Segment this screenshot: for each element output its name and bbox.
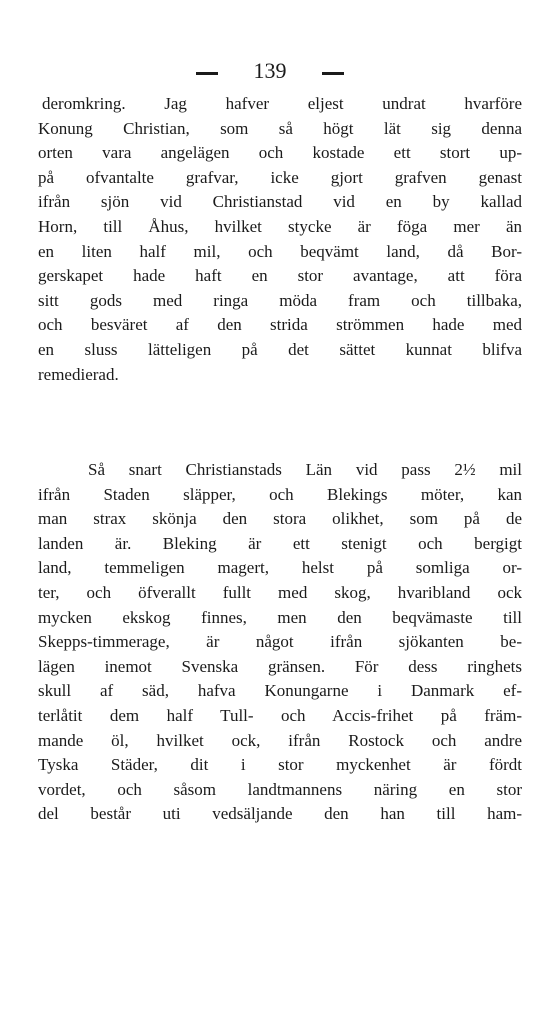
text-line: mande öl, hvilket ock, ifrån Rostock och andre <box>38 730 522 750</box>
text-line: ter, och öfverallt fullt med skog, hvaribland ock <box>38 582 522 602</box>
paragraph-1 <box>38 92 522 387</box>
text-line: landen är. Bleking är ett stenigt och bergigt <box>38 533 522 553</box>
text-line: Konung Christian, som så högt lät sig denna <box>38 118 522 138</box>
text-line: vordet, och såsom landtmannens näring en stor <box>38 779 522 799</box>
text-line: ifrån Staden släpper, och Blekings möter, kan <box>38 484 522 504</box>
text-line: man strax skönja den stora olikhet, som på de <box>38 509 522 529</box>
text-line: och besväret af den strida strömmen hade med <box>38 315 522 335</box>
text-line: del består uti vedsäljande den han till ham- <box>38 804 522 824</box>
text-line: remedierad. <box>38 364 119 384</box>
page-header <box>0 58 560 88</box>
text-line: gerskapet hade haft en stor avantage, att föra <box>38 266 522 286</box>
text-line: skull af säd, hafva Konungarne i Danmark ef- <box>38 681 522 701</box>
header-dash-right <box>322 72 344 75</box>
text-line: Tyska Städer, dit i stor myckenhet är fördt <box>38 755 522 775</box>
text-line: orten vara angelägen och kostade ett stort up- <box>38 143 522 163</box>
text-line: Horn, till Åhus, hvilket stycke är föga mer än <box>38 216 522 236</box>
text-line: mycken ekskog finnes, men den beqvämaste till <box>38 607 522 627</box>
text-line: på ofvantalte grafvar, icke gjort grafven genast <box>38 167 522 187</box>
text-line: Skepps-timmerage, är något ifrån sjökanten be- <box>38 632 522 652</box>
text-line: deromkring. Jag hafver eljest undrat hvarföre <box>42 94 522 113</box>
text-line: ifrån sjön vid Christianstad vid en by kallad <box>38 192 522 212</box>
header-dash-left <box>196 72 218 75</box>
page-number: 139 <box>253 58 287 83</box>
text-line: Så snart Christianstads Län vid pass 2½ mil <box>88 460 522 479</box>
text-line: sitt gods med ringa möda fram och tillbaka, <box>38 290 522 310</box>
text-line: land, temmeligen magert, helst på somliga or- <box>38 558 522 578</box>
text-line: lägen inemot Svenska gränsen. För dess ringhets <box>38 656 522 676</box>
text-line: en sluss lätteligen på det sättet kunnat blifva <box>38 339 522 359</box>
paragraph-2 <box>38 458 522 827</box>
text-line: en liten half mil, och beqvämt land, då Bor- <box>38 241 522 261</box>
text-line: terlåtit dem half Tull- och Accis-frihet på främ- <box>38 705 522 725</box>
